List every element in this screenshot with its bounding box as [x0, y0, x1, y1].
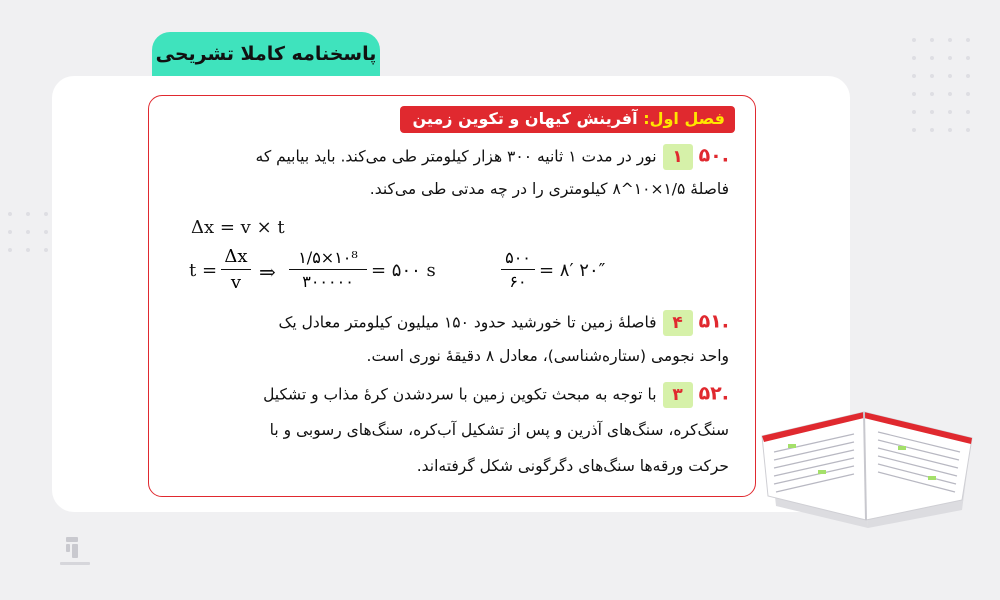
q51-text-1: فاصلهٔ زمین تا خورشید حدود ۱۵۰ میلیون کیلومتر معادل یک — [278, 313, 657, 332]
q52-text-1: با توجه به مبحث تکوین زمین با سردشدن کرهٔ مذاب و تشکیل — [263, 385, 657, 404]
fraction-bar — [501, 269, 535, 270]
fraction-dx-v — [221, 246, 251, 293]
q50-number: .۵۰ — [698, 144, 729, 167]
implies-arrow: ⇒ — [259, 260, 276, 284]
answer-panel — [148, 95, 756, 497]
formula-result: = ۵۰۰ s — [371, 260, 436, 281]
decorative-dots-right — [912, 38, 970, 132]
formula-velocity: Δx = v × t — [191, 217, 285, 238]
q50-line1 — [256, 144, 729, 170]
q50-text-1: نور در مدت ۱ ثانیه ۳۰۰ هزار کیلومتر طی می‌کند. باید بیابیم که — [255, 147, 657, 166]
fraction-numerator: ۱/۵×۱۰⁸ — [298, 248, 358, 267]
fraction-distance — [289, 248, 367, 291]
section-title — [400, 106, 735, 133]
q52-line3: حرکت ورقه‌ها سنگ‌های دگرگونی شکل گرفته‌اند. — [416, 457, 729, 475]
brand-logo-icon — [56, 535, 96, 569]
formula-result-minutes: = ۸′ ۲۰″ — [539, 260, 606, 281]
fraction-v: v — [230, 272, 242, 294]
q50-answer-badge: ۱ — [663, 144, 693, 170]
fraction-minutes — [501, 248, 535, 291]
formula-t-lhs: t = — [189, 260, 218, 281]
fraction-denominator: ۳۰۰۰۰۰ — [302, 272, 354, 292]
q52-number: .۵۲ — [698, 382, 729, 405]
fraction-bar — [289, 269, 367, 270]
section-name: آفرینش کیهان و تکوین زمین — [412, 109, 638, 128]
fraction-dx: Δx — [224, 246, 248, 267]
q51-line2: واحد نجومی (ستاره‌شناسی)، معادل ۸ دقیقهٔ نوری است. — [366, 347, 729, 365]
q51-answer-badge: ۴ — [663, 310, 693, 336]
fraction-bar — [221, 269, 251, 270]
fraction-den2: ۶۰ — [509, 272, 527, 292]
header-tab: پاسخنامه کاملا تشریحی — [152, 32, 380, 76]
fraction-num2: ۵۰۰ — [505, 248, 531, 267]
q50-line2: فاصلهٔ ۱/۵×۱۰^۸ کیلومتری را در چه مدتی طی می‌کند. — [369, 180, 729, 198]
q52-line1 — [263, 382, 729, 408]
q51-number: .۵۱ — [698, 310, 729, 333]
decorative-dots-left — [8, 212, 48, 252]
q51-line1 — [278, 310, 729, 336]
open-book-illustration — [748, 388, 978, 538]
q52-line2: سنگ‌کره، سنگ‌های آذرین و پس از تشکیل آب‌کره، سنگ‌های رسوبی و با — [269, 421, 729, 439]
section-prefix: فصل اول: — [643, 109, 725, 128]
q52-answer-badge: ۳ — [663, 382, 693, 408]
